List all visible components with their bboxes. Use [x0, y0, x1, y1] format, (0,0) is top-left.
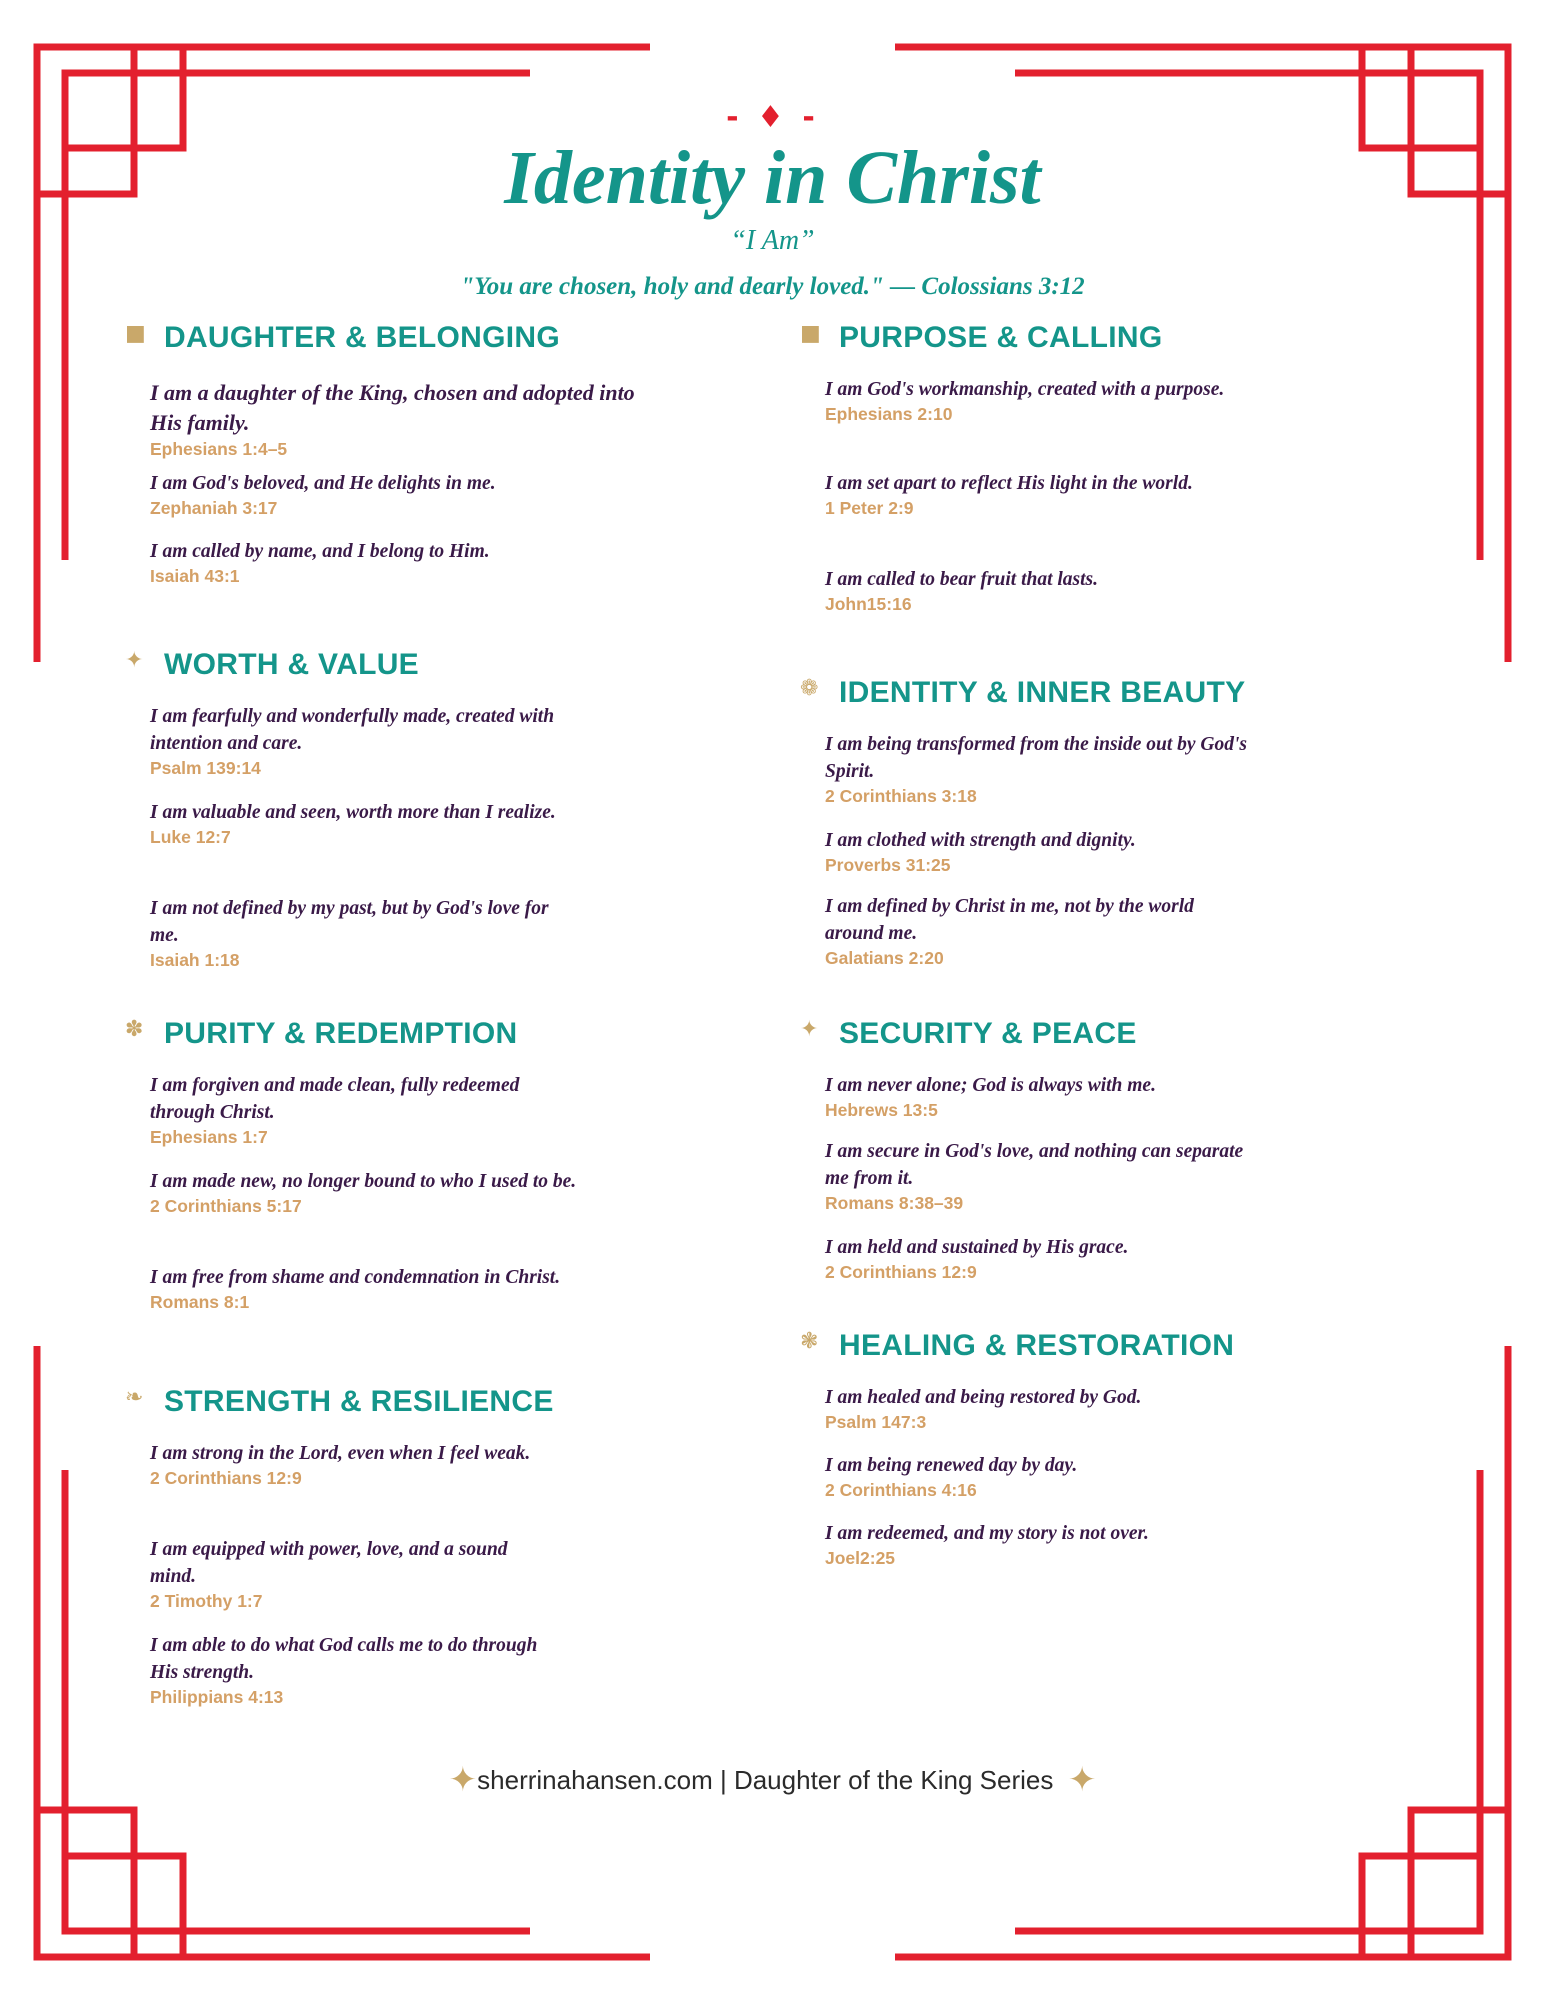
scripture-reference: Joel2:25 [825, 1548, 896, 1568]
affirmation-item [150, 1264, 580, 1313]
affirmation-item [150, 703, 580, 779]
scripture-reference: Hebrews 13:5 [825, 1100, 938, 1120]
sparkle-icon: ✦ [1067, 1760, 1097, 1800]
section [125, 1384, 685, 1707]
affirmation-text: I am held and sustained by His grace. [825, 1237, 1129, 1258]
scripture-reference: Luke 12:7 [150, 827, 231, 847]
flower-icon: ✽ [125, 1017, 144, 1042]
affirmation-text: I am forgiven and made clean, fully redeemed through Christ. [150, 1075, 520, 1123]
page-title: Identity in Christ [504, 136, 1041, 220]
scripture-reference: Ephesians 1:7 [150, 1127, 268, 1147]
sparkle-icon: ✦ [800, 1017, 819, 1042]
section [800, 675, 1360, 968]
section-title: DAUGHTER & BELONGING [164, 321, 560, 354]
footer-text: sherrinahansen.com | Daughter of the King Series [477, 1765, 1054, 1795]
section-title: WORTH & VALUE [164, 648, 419, 681]
scripture-reference: 1 Peter 2:9 [825, 498, 914, 518]
scripture-reference: 2 Timothy 1:7 [150, 1591, 263, 1611]
section-header [125, 647, 685, 687]
scripture-reference: 2 Corinthians 3:18 [825, 786, 977, 806]
affirmation-item [150, 538, 650, 587]
scripture-reference: 2 Corinthians 12:9 [150, 1468, 302, 1488]
affirmation-item [150, 1440, 550, 1489]
affirmation-item [825, 1452, 1295, 1501]
affirmation-item [150, 1072, 580, 1148]
key-verse: "You are chosen, holy and dearly loved." — Colossians 3:12 [460, 273, 1085, 300]
section-header [125, 1016, 685, 1056]
affirmation-text: I am fearfully and wonderfully made, created with intention and care. [150, 706, 555, 754]
frame-square [37, 1810, 134, 1957]
affirmation-text: I am not defined by my past, but by God's love for me. [150, 898, 549, 946]
scripture-reference: Philippians 4:13 [150, 1687, 284, 1707]
scripture-reference: Ephesians 2:10 [825, 404, 953, 424]
affirmation-item [150, 895, 580, 971]
section-header [800, 675, 1360, 715]
affirmation-text: I am free from shame and condemnation in Christ. [150, 1267, 561, 1288]
affirmation-text: I am being transformed from the inside out by God's Spirit. [825, 734, 1247, 782]
affirmation-text: I am equipped with power, love, and a sound mind. [150, 1539, 508, 1587]
scripture-reference: Zephaniah 3:17 [150, 498, 278, 518]
scripture-reference: 2 Corinthians 4:16 [825, 1480, 977, 1500]
affirmation-item [825, 1234, 1295, 1283]
affirmation-text: I am called to bear fruit that lasts. [825, 569, 1099, 590]
frame-square [1411, 1810, 1508, 1957]
affirmation-text: I am a daughter of the King, chosen and adopted into His family. [150, 380, 635, 435]
scripture-reference: Romans 8:38–39 [825, 1193, 964, 1213]
section-header [800, 1016, 1360, 1056]
section [125, 647, 685, 970]
affirmation-item [825, 827, 1295, 876]
scripture-reference: Galatians 2:20 [825, 948, 944, 968]
sparkle-icon: ✦ [448, 1760, 478, 1800]
affirmation-item [825, 376, 1295, 425]
scripture-reference: John15:16 [825, 594, 912, 614]
floral-heart-icon: ❧ [125, 1385, 144, 1410]
section [800, 1328, 1360, 1568]
affirmation-text: I am God's beloved, and He delights in me. [150, 473, 496, 494]
affirmation-text: I am set apart to reflect His light in the world. [825, 473, 1193, 494]
frame-square [65, 1856, 183, 1931]
section-title: IDENTITY & INNER BEAUTY [839, 676, 1246, 709]
section-header [800, 320, 1360, 360]
page-footer [0, 1760, 1545, 1800]
scripture-reference: 2 Corinthians 12:9 [825, 1262, 977, 1282]
affirmation-text: I am being renewed day by day. [825, 1455, 1078, 1476]
square-bullet-icon: ■ [125, 321, 146, 346]
page-subtitle: “I Am” [730, 225, 815, 256]
affirmation-text: I am strong in the Lord, even when I feel weak. [150, 1443, 531, 1464]
scripture-reference: 2 Corinthians 5:17 [150, 1196, 302, 1216]
section-title: SECURITY & PEACE [839, 1017, 1137, 1050]
affirmation-text: I am redeemed, and my story is not over. [825, 1523, 1149, 1544]
diamond-ornament-icon: - ♦ - [726, 100, 819, 135]
affirmation-text: I am healed and being restored by God. [825, 1387, 1142, 1408]
affirmation-item [825, 566, 1295, 615]
scripture-reference: Psalm 147:3 [825, 1412, 927, 1432]
scripture-reference: Proverbs 31:25 [825, 855, 951, 875]
section [800, 1016, 1360, 1282]
scripture-reference: Ephesians 1:4–5 [150, 439, 288, 459]
section-title: PURITY & REDEMPTION [164, 1017, 518, 1050]
section [125, 1016, 685, 1312]
affirmation-item [825, 470, 1205, 519]
section-header [125, 320, 685, 360]
affirmation-text: I am made new, no longer bound to who I used to be. [150, 1171, 577, 1192]
affirmation-item [150, 1168, 580, 1217]
scripture-reference: Romans 8:1 [150, 1292, 250, 1312]
affirmation-text: I am secure in God's love, and nothing can separate me from it. [825, 1141, 1244, 1189]
section-title: STRENGTH & RESILIENCE [164, 1385, 554, 1418]
affirmation-item [825, 1520, 1295, 1569]
section [800, 320, 1360, 614]
scripture-reference: Isaiah 1:18 [150, 950, 240, 970]
affirmation-item [150, 470, 650, 519]
section-title: PURPOSE & CALLING [839, 321, 1163, 354]
affirmation-item [825, 1384, 1295, 1433]
affirmation-item [150, 1536, 550, 1612]
fleuron-icon: ❃ [800, 1329, 819, 1354]
section-header [125, 1384, 685, 1424]
section-header [800, 1328, 1360, 1368]
affirmation-item [825, 731, 1255, 807]
affirmation-item [825, 1072, 1295, 1121]
scripture-reference: Isaiah 43:1 [150, 566, 240, 586]
affirmation-item [150, 378, 650, 460]
affirmation-item [150, 799, 580, 848]
outlined-flower-icon: ❁ [800, 676, 819, 701]
affirmation-text: I am called by name, and I belong to Him. [150, 541, 490, 562]
section-title: HEALING & RESTORATION [839, 1329, 1235, 1362]
affirmation-text: I am never alone; God is always with me. [825, 1075, 1156, 1096]
square-bullet-icon: ■ [800, 321, 821, 346]
affirmation-item [825, 893, 1255, 969]
affirmation-item [150, 1632, 550, 1708]
affirmation-text: I am defined by Christ in me, not by the world around me. [825, 896, 1194, 944]
section [125, 320, 685, 586]
affirmation-text: I am valuable and seen, worth more than I realize. [150, 802, 556, 823]
sparkle-icon: ✦ [125, 648, 144, 673]
scripture-reference: Psalm 139:14 [150, 758, 261, 778]
affirmation-text: I am clothed with strength and dignity. [825, 830, 1136, 851]
frame-square [1362, 1856, 1480, 1931]
affirmation-item [825, 1138, 1255, 1214]
affirmation-text: I am God's workmanship, created with a purpose. [825, 379, 1225, 400]
page-header [0, 100, 1545, 304]
affirmation-text: I am able to do what God calls me to do through His strength. [150, 1635, 538, 1683]
